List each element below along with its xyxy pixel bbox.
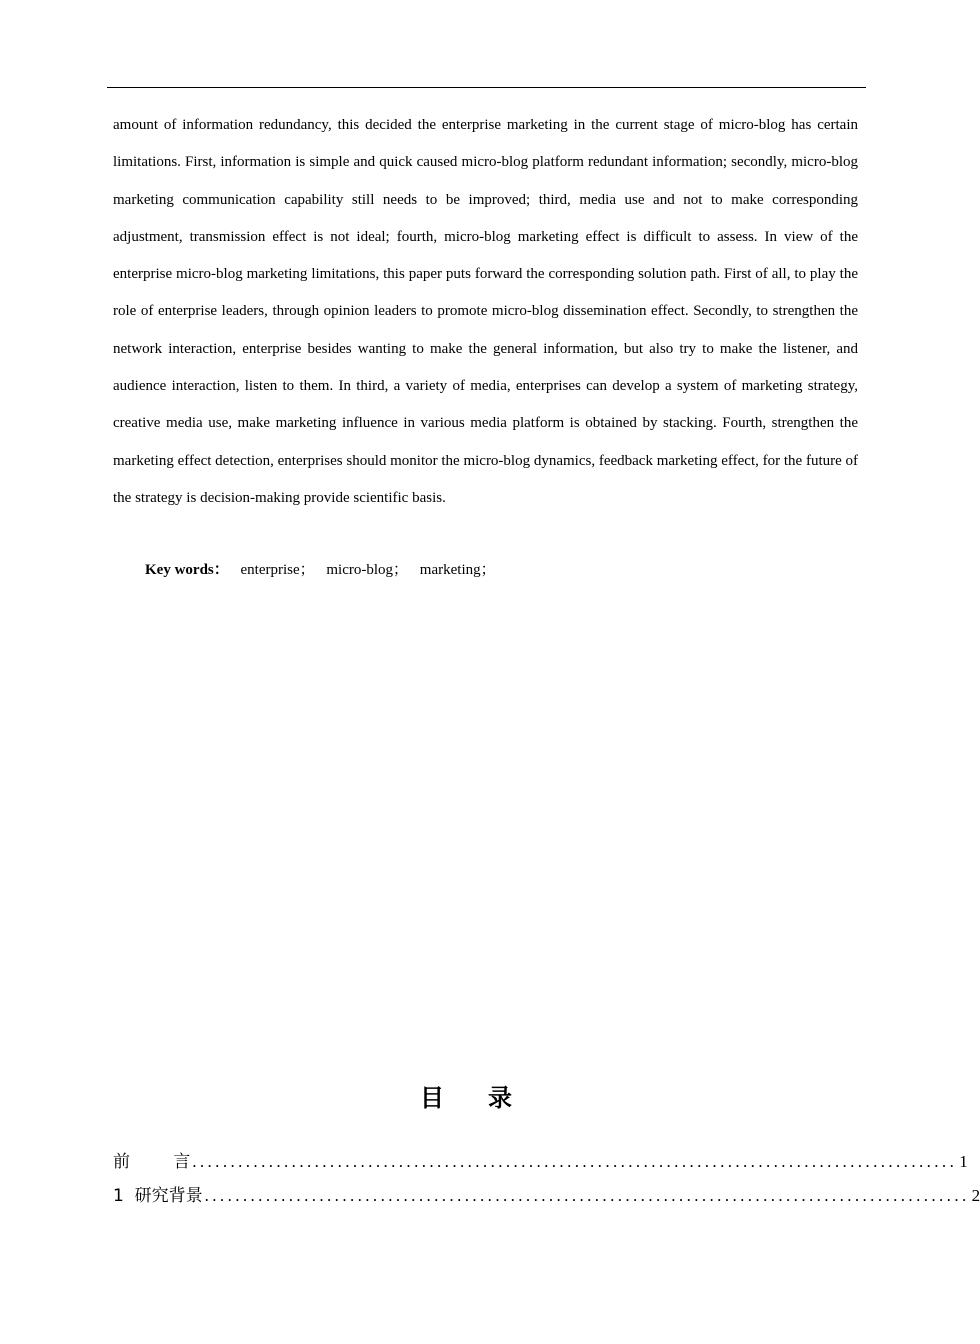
table-of-contents bbox=[113, 1149, 980, 1217]
toc-title: 目录 bbox=[420, 1084, 556, 1112]
toc-page-number: 2 bbox=[971, 1186, 980, 1205]
keywords-line bbox=[145, 559, 496, 581]
header-rule bbox=[107, 87, 866, 88]
abstract-paragraph: amount of information redundancy, this decided the enterprise marketing in the current stage of micro-blog has certain limitations. First, information is simple and quick caused micro-blog platform redundant information; secondly, micro-blog marketing communication capability still needs to be improved; third, media use and not to make corresponding adjustment, transmission effect is not ideal; fourth, micro-blog marketing effect is difficult to assess. In view of the enterprise micro-blog marketing limitations, this paper puts forward the corresponding solution path. First of all, to play the role of enterprise leaders, through opinion leaders to promote micro-blog dissemination effect. Secondly, to strengthen the network interaction, enterprise besides wanting to make the general information, but also try to make the listener, and audience interaction, listen to them. In third, a variety of media, enterprises can develop a system of marketing strategy, creative media use, make marketing influence in various media platform is obtained by stacking. Fourth, strengthen the marketing effect detection, enterprises should monitor the micro-blog dynamics, feedback marketing effect, for the future of the strategy is decision-making provide scientific basis. bbox=[113, 117, 859, 506]
toc-entry-preface[interactable] bbox=[113, 1149, 968, 1183]
toc-leader-dots: .................................................................................................... bbox=[204, 1186, 970, 1205]
toc-leader-dots: .................................................................................................... bbox=[192, 1152, 958, 1171]
toc-entry-research-background[interactable] bbox=[113, 1183, 980, 1217]
keywords-label: Key words： bbox=[145, 562, 229, 578]
toc-page-number: 1 bbox=[959, 1152, 968, 1171]
toc-entry-label: 1 研究背景 bbox=[113, 1186, 203, 1206]
keyword-item: enterprise； bbox=[240, 562, 315, 578]
keyword-item: marketing； bbox=[419, 562, 496, 578]
keyword-item: micro-blog； bbox=[326, 562, 409, 578]
toc-entry-label: 前 言 bbox=[113, 1152, 191, 1172]
